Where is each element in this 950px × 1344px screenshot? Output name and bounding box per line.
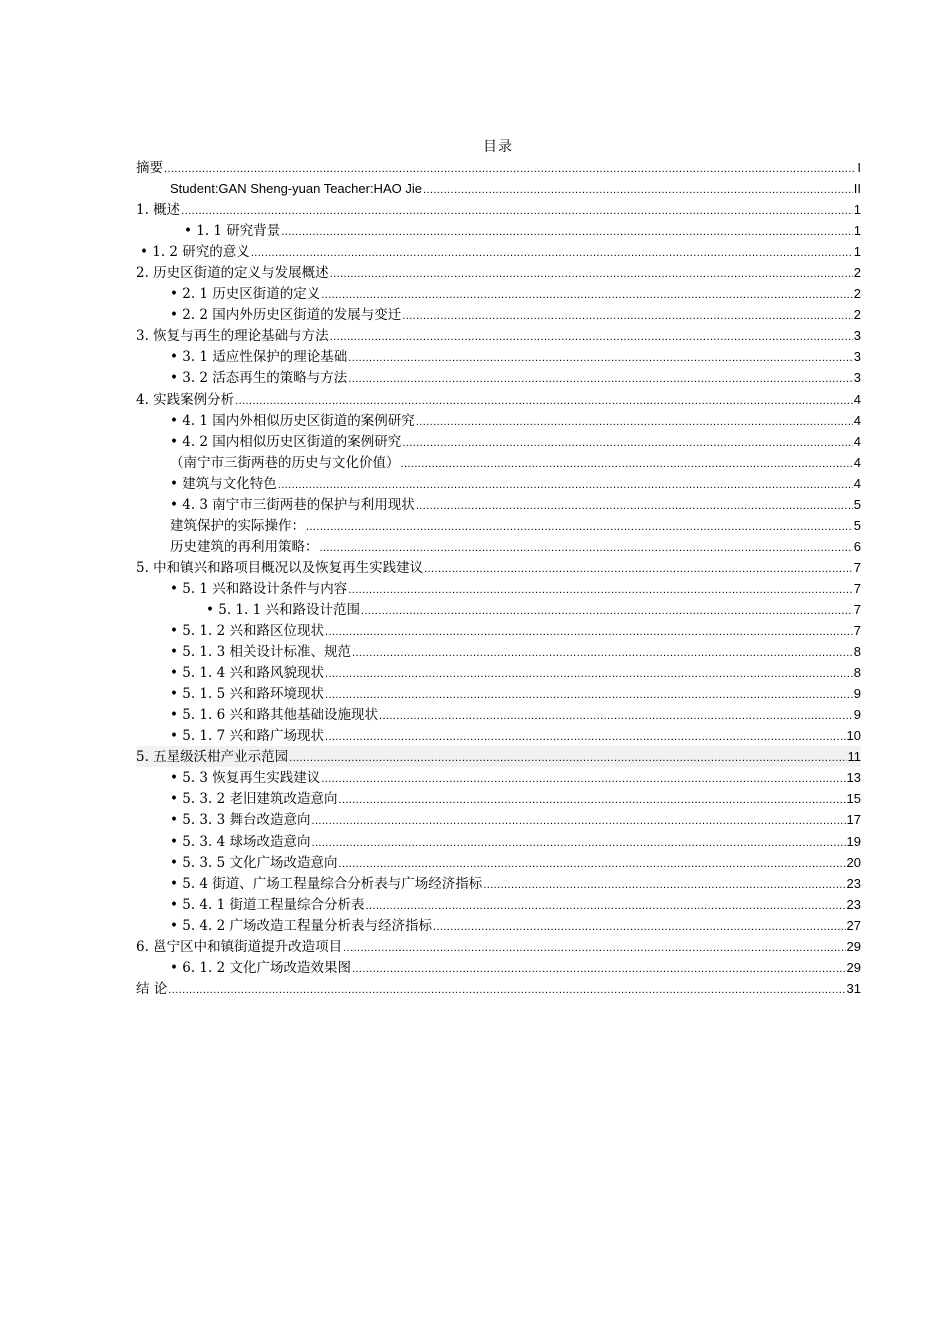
toc-leader: [289, 748, 846, 767]
toc-title: 目录: [483, 139, 513, 155]
toc-entry-page: 10: [846, 728, 861, 744]
toc-entry[interactable]: [136, 241, 861, 262]
toc-entry-page: 17: [846, 812, 861, 828]
toc-entry[interactable]: [136, 873, 861, 894]
toc-entry-page: 8: [853, 644, 861, 660]
toc-entry-label: • 1. 2 研究的意义: [140, 244, 250, 261]
toc-entry-page: 2: [853, 265, 861, 281]
toc-leader: [311, 811, 845, 830]
toc-entry-page: 1: [853, 244, 861, 260]
toc-entry[interactable]: [136, 725, 861, 746]
toc-leader: [423, 180, 853, 199]
toc-leader: [401, 454, 853, 473]
toc-entry-page: 6: [853, 538, 861, 554]
toc-entry-page: 7: [853, 601, 861, 617]
toc-leader: [281, 222, 852, 241]
toc-leader: [164, 159, 856, 178]
toc-entry-label: • 5. 3 恢复再生实践建议: [170, 770, 321, 787]
toc-leader: [320, 538, 853, 557]
toc-entry-conclusion[interactable]: [136, 978, 861, 999]
toc-entry-label: 6. 邕宁区中和镇街道提升改造项目: [136, 938, 343, 955]
toc-entry[interactable]: [136, 620, 861, 641]
toc-entry-label: • 5. 1. 2 兴和路区位现状: [170, 623, 324, 640]
toc-entry-page: 1: [853, 202, 861, 218]
toc-entry[interactable]: [136, 199, 861, 220]
toc-leader: [416, 412, 853, 431]
toc-entry-label: • 5. 3. 2 老旧建筑改造意向: [170, 791, 338, 808]
toc-entry[interactable]: [136, 473, 861, 494]
toc-entry-label: • 4. 1 国内外相似历史区街道的案例研究: [170, 412, 415, 429]
toc-leader: [321, 285, 852, 304]
toc-leader: [235, 391, 853, 410]
toc-entry[interactable]: [136, 915, 861, 936]
toc-entry-page: 4: [853, 454, 861, 470]
toc-entry-label: • 4. 3 南宁市三街两巷的保护与利用现状: [170, 496, 415, 513]
toc-entry[interactable]: [136, 515, 861, 536]
toc-entry-label: Student:GAN Sheng-yuan Teacher:HAO Jie: [170, 181, 422, 197]
toc-entry[interactable]: [136, 304, 861, 325]
toc-entry-page: 31: [846, 980, 861, 996]
toc-entry-page: 23: [846, 875, 861, 891]
toc-entry-label: • 2. 1 历史区街道的定义: [170, 286, 321, 303]
toc-entry[interactable]: [136, 788, 861, 809]
toc-entry-label: • 2. 2 国内外历史区街道的发展与变迁: [170, 307, 402, 324]
toc-leader: [424, 559, 853, 578]
toc-entry-label: • 5. 4 街道、广场工程量综合分析表与广场经济指标: [170, 875, 483, 892]
toc-entry-label: • 6. 1. 2 文化广场改造效果图: [170, 959, 351, 976]
toc-entry-label: • 4. 2 国内相似历史区街道的案例研究: [170, 433, 402, 450]
toc-entry-page: 4: [853, 433, 861, 449]
toc-entry-label: • 3. 1 适应性保护的理论基础: [170, 349, 348, 366]
toc-entry[interactable]: [136, 683, 861, 704]
toc-entry-page: 11: [847, 749, 861, 765]
toc-entry[interactable]: [136, 852, 861, 873]
toc-leader: [483, 875, 845, 894]
toc-leader: [321, 769, 845, 788]
toc-entry-page: 7: [853, 623, 861, 639]
toc-entry-label: • 5. 1. 4 兴和路风貌现状: [170, 665, 324, 682]
toc-entry-label: （南宁市三街两巷的历史与文化价值）: [170, 454, 400, 471]
toc-entry-label: • 5. 1. 6 兴和路其他基础设施现状: [170, 707, 378, 724]
toc-entry[interactable]: [136, 746, 861, 767]
toc-entry-page: 9: [853, 686, 861, 702]
toc-entry-label: 3. 恢复与再生的理论基础与方法: [136, 328, 329, 345]
toc-entry-page: 3: [853, 349, 861, 365]
toc-entry-page: 1: [853, 223, 861, 239]
toc-entry-page: I: [857, 160, 861, 175]
toc-leader: [325, 727, 846, 746]
toc-leader: [365, 896, 845, 915]
toc-entry-page: 4: [853, 475, 861, 491]
toc-entry-label: • 5. 1. 1 兴和路设计范围: [206, 601, 360, 618]
toc-leader: [352, 959, 846, 978]
toc-entry[interactable]: [136, 262, 861, 283]
toc-leader: [330, 327, 853, 346]
toc-entry[interactable]: [136, 662, 861, 683]
toc-entry-page: 3: [853, 370, 861, 386]
toc-entry-page: 2: [853, 286, 861, 302]
toc-entry-page: II: [853, 181, 861, 197]
toc-entry-page: 2: [853, 307, 861, 323]
toc-entry[interactable]: [136, 494, 861, 515]
toc-entry-page: 3: [853, 328, 861, 344]
toc-leader: [311, 833, 845, 852]
toc-entry-page: 15: [846, 791, 861, 807]
toc-entry[interactable]: [136, 367, 861, 388]
toc-entry-label: 1. 概述: [136, 202, 181, 219]
toc-entry-page: 8: [853, 665, 861, 681]
toc-entry[interactable]: [136, 431, 861, 452]
toc-leader: [348, 348, 852, 367]
toc-entry-label: 结 论: [136, 980, 168, 997]
toc-leader: [343, 938, 845, 957]
toc-entry-label: 建筑保护的实际操作：: [170, 517, 305, 534]
toc-leader: [402, 306, 852, 325]
toc-entry[interactable]: [136, 220, 861, 241]
toc-entry[interactable]: [136, 704, 861, 725]
toc-entry-page: 13: [846, 770, 861, 786]
toc-entry-label: • 建筑与文化特色: [170, 475, 277, 492]
toc-entry[interactable]: [136, 410, 861, 431]
toc-entry-label: 摘要: [136, 160, 163, 176]
toc-entry-page: 29: [846, 959, 861, 975]
toc-entry-page: 27: [846, 917, 861, 933]
toc-entry-page: 19: [846, 833, 861, 849]
toc-entry[interactable]: [136, 346, 861, 367]
toc-leader: [251, 243, 853, 262]
toc-entry[interactable]: [136, 894, 861, 915]
toc-leader: [379, 706, 853, 725]
toc-entry-label: • 5. 1 兴和路设计条件与内容: [170, 580, 348, 597]
toc-entry-label: • 5. 1. 7 兴和路广场现状: [170, 728, 324, 745]
toc-entry-page: 9: [853, 707, 861, 723]
toc-entry-label: • 5. 1. 3 相关设计标准、规范: [170, 644, 351, 661]
toc-entry[interactable]: [136, 767, 861, 788]
toc-leader: [348, 580, 852, 599]
toc-entry[interactable]: [136, 957, 861, 978]
toc-leader: [168, 980, 845, 999]
toc-entry-label: • 5. 3. 3 舞台改造意向: [170, 812, 311, 829]
toc-entry-label: • 5. 3. 5 文化广场改造意向: [170, 854, 338, 871]
toc-leader: [433, 917, 846, 936]
toc-entry-page: 7: [853, 559, 861, 575]
toc-entry[interactable]: [136, 536, 861, 557]
toc-entry-label: • 5. 4. 2 广场改造工程量分析表与经济指标: [170, 917, 432, 934]
toc-leader: [325, 685, 853, 704]
toc-entry-label: • 1. 1 研究背景: [184, 223, 281, 240]
toc-leader: [338, 790, 845, 809]
toc-leader: [338, 854, 845, 873]
toc-entry-label: • 3. 2 活态再生的策略与方法: [170, 370, 348, 387]
toc-entry-label: • 5. 1. 5 兴和路环境现状: [170, 686, 324, 703]
toc-entry-label: 5. 五星级沃柑产业示范园: [136, 749, 289, 766]
toc-leader: [278, 475, 853, 494]
toc-entry[interactable]: [136, 578, 861, 599]
toc-entry-label: • 5. 4. 1 街道工程量综合分析表: [170, 896, 365, 913]
toc-entry-label: 历史建筑的再利用策略：: [170, 538, 319, 555]
toc-entry-label: 5. 中和镇兴和路项目概况以及恢复再生实践建议: [136, 559, 424, 576]
toc-entry[interactable]: [136, 831, 861, 852]
toc-leader: [306, 517, 853, 536]
toc-entry-page: 7: [853, 580, 861, 596]
toc-entry-page: 4: [853, 391, 861, 407]
toc-entry-page: 23: [846, 896, 861, 912]
toc-entry[interactable]: [136, 641, 861, 662]
toc-entry-page: 5: [853, 517, 861, 533]
toc-leader: [348, 369, 852, 388]
toc-entry-label: 4. 实践案例分析: [136, 391, 235, 408]
toc-leader: [352, 643, 853, 662]
table-of-contents: [136, 157, 861, 999]
toc-entry-label: • 5. 3. 4 球场改造意向: [170, 833, 311, 850]
toc-entry[interactable]: [136, 557, 861, 578]
toc-leader: [361, 601, 853, 620]
toc-entry[interactable]: [136, 936, 861, 957]
toc-leader: [402, 433, 852, 452]
toc-entry[interactable]: [136, 809, 861, 830]
toc-entry[interactable]: [136, 283, 861, 304]
toc-leader: [330, 264, 853, 283]
toc-entry-abstract[interactable]: [136, 157, 861, 178]
toc-entry-page: 5: [853, 496, 861, 512]
toc-entry[interactable]: [136, 325, 861, 346]
toc-entry-page: 4: [853, 412, 861, 428]
toc-leader: [416, 496, 853, 515]
toc-leader: [325, 664, 853, 683]
toc-leader: [181, 201, 853, 220]
toc-entry-english-abstract[interactable]: [136, 178, 861, 199]
toc-entry-label: 2. 历史区街道的定义与发展概述: [136, 265, 329, 282]
toc-entry-page: 29: [846, 938, 861, 954]
toc-leader: [325, 622, 853, 641]
toc-entry[interactable]: [136, 599, 861, 620]
toc-entry[interactable]: [136, 452, 861, 473]
toc-entry-page: 20: [846, 854, 861, 870]
toc-entry[interactable]: [136, 389, 861, 410]
